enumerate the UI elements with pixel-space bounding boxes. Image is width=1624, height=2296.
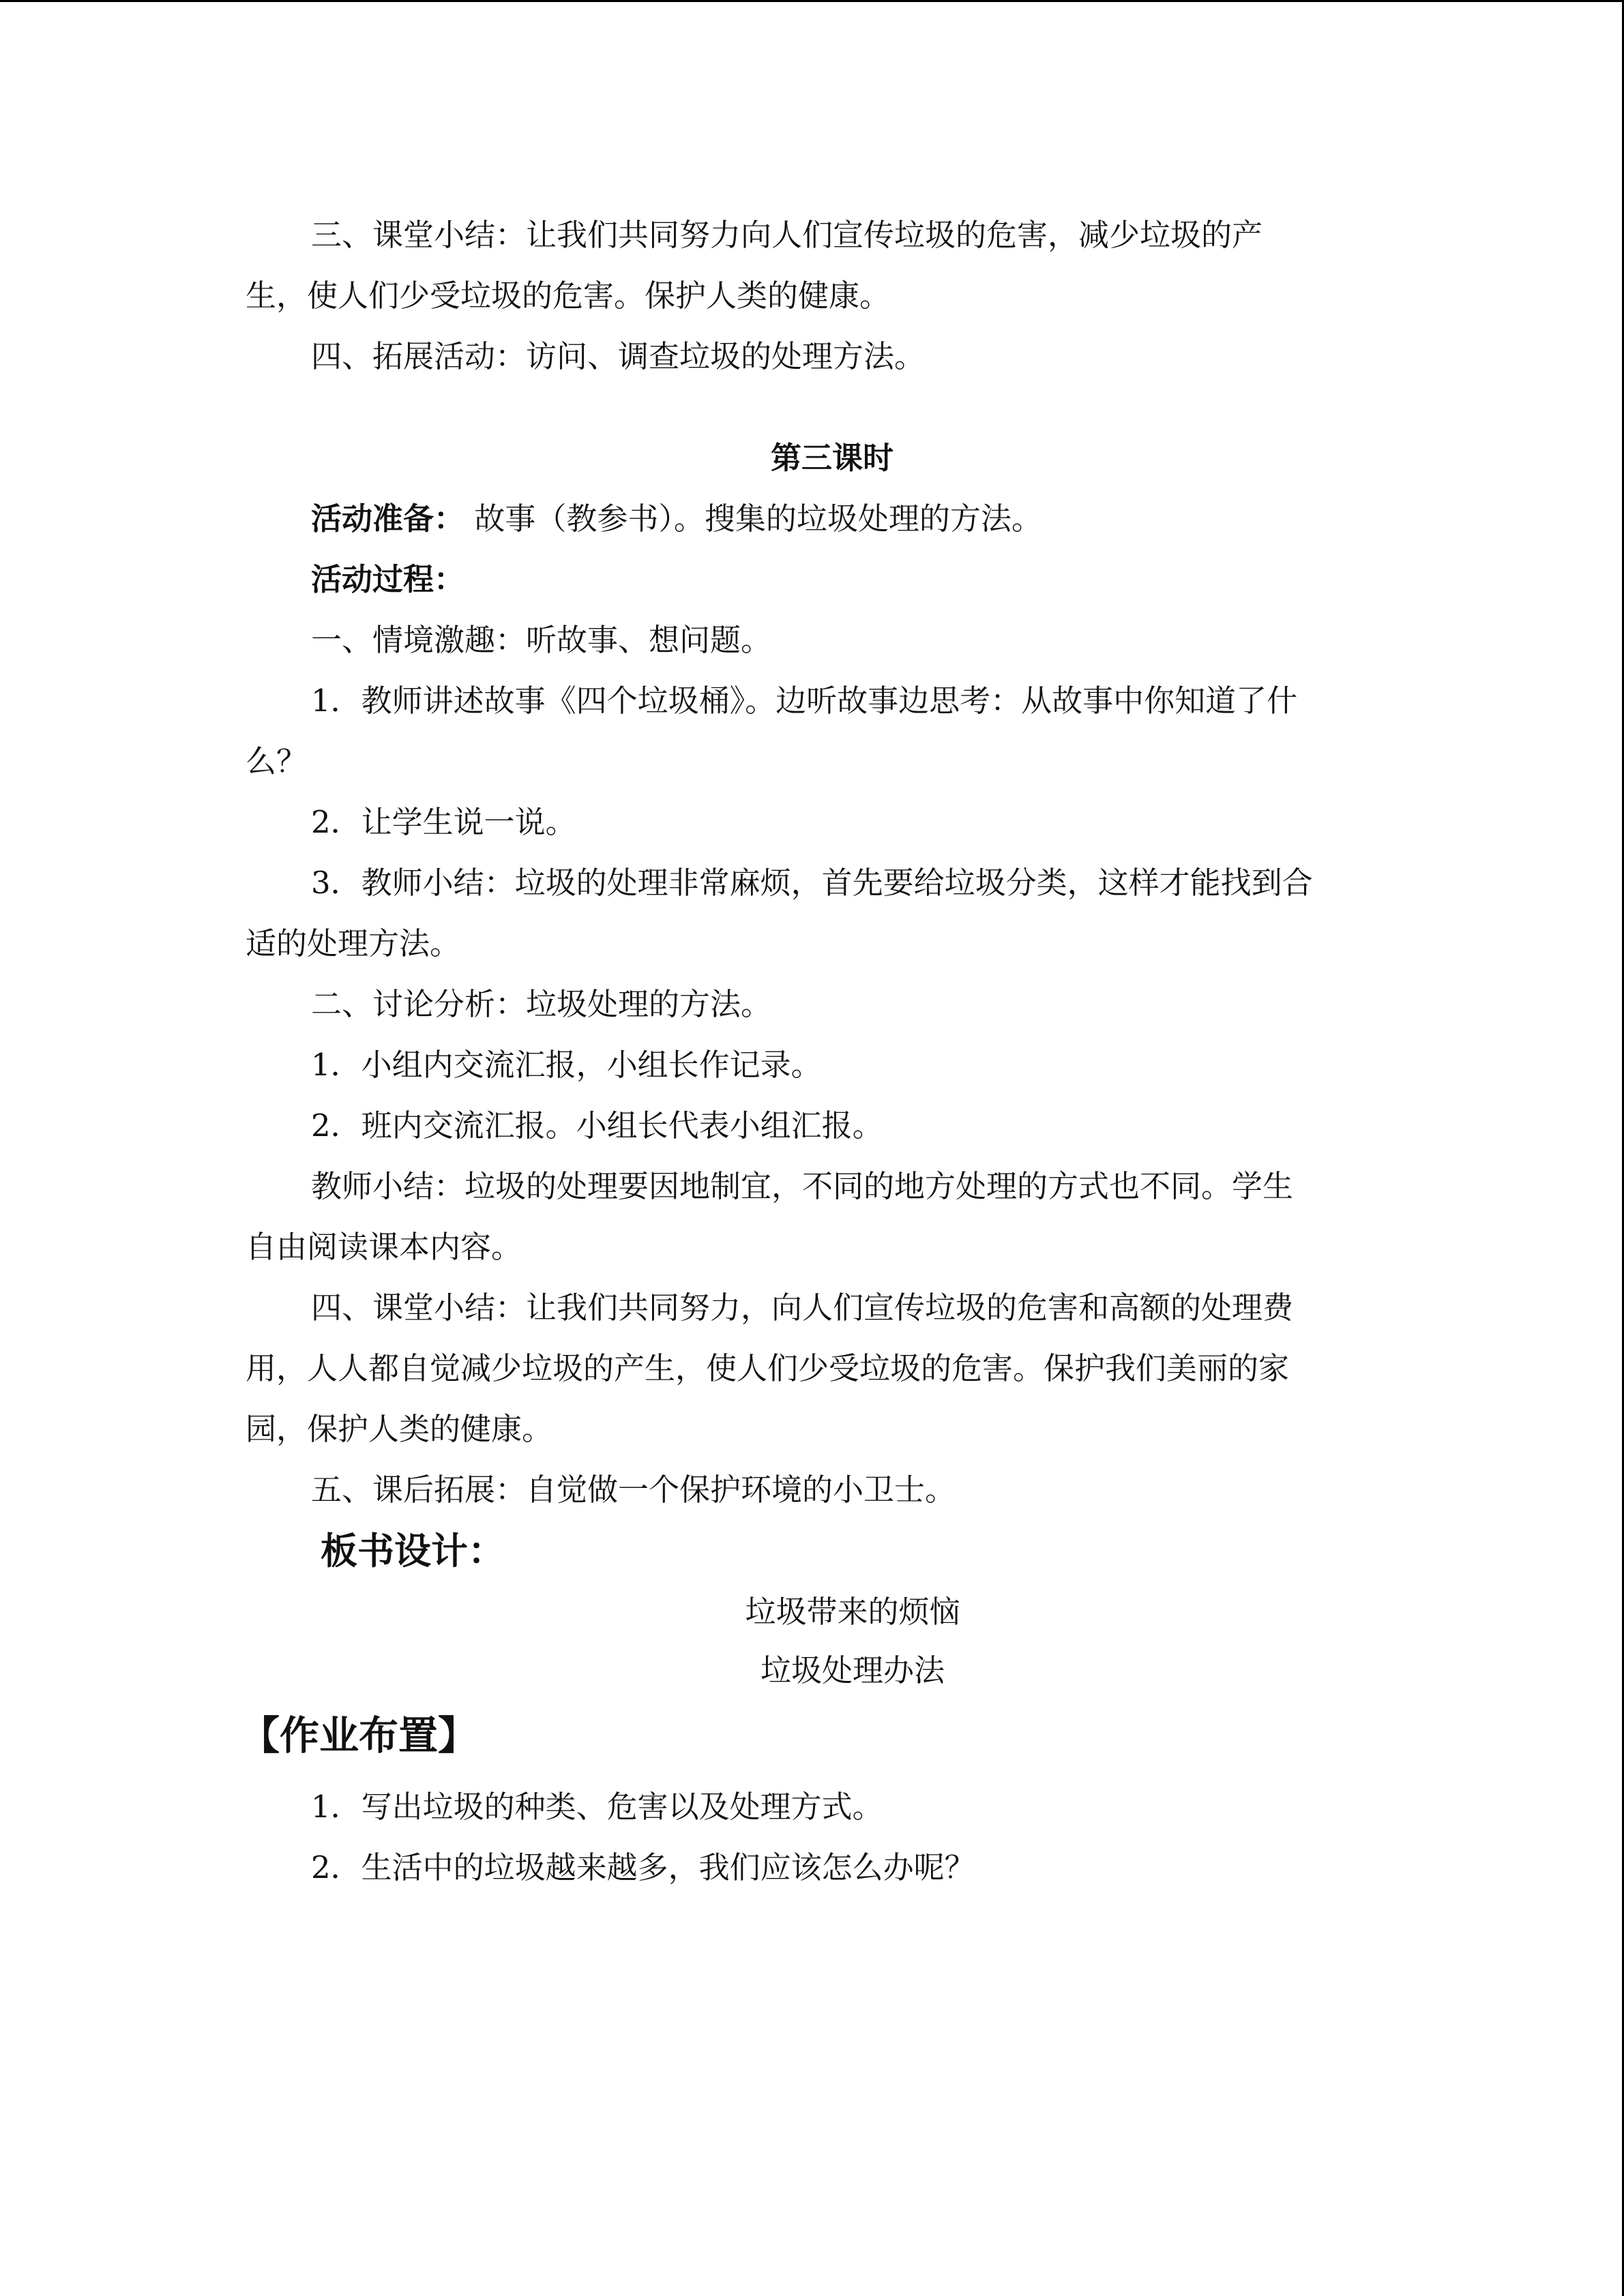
board-design-heading: 板书设计： xyxy=(321,1530,505,1572)
extension-4: 四、拓展活动：访问、调查垃圾的处理方法。 xyxy=(311,338,926,374)
part4-line1: 四、课堂小结：让我们共同努力，向人们宣传垃圾的危害和高额的处理费 xyxy=(311,1289,1294,1326)
teacher-summary-line1: 教师小结：垃圾的处理要因地制宜，不同的地方处理的方式也不同。学生 xyxy=(311,1168,1294,1204)
part1-heading: 一、情境激趣：听故事、想问题。 xyxy=(311,622,772,658)
homework-heading: 【作业布置】 xyxy=(240,1712,478,1759)
lesson-title: 第三课时 xyxy=(770,440,894,476)
summary-3-line2: 生，使人们少受垃圾的危害。保护人类的健康。 xyxy=(246,278,891,314)
activity-process-label: 活动过程： xyxy=(311,561,465,597)
document-body xyxy=(240,205,1378,1898)
activity-prep xyxy=(246,488,1378,549)
part1-item-1-line1: 1．教师讲述故事《四个垃圾桶》。边听故事边思考：从故事中你知道了什 xyxy=(311,683,1298,719)
part4-line3: 园，保护人类的健康。 xyxy=(246,1411,553,1447)
homework-item-2: 2．生活中的垃圾越来越多，我们应该怎么办呢？ xyxy=(311,1849,975,1885)
part1-item-1-line2: 么？ xyxy=(246,743,308,779)
board-design-line-1: 垃圾带来的烦恼 xyxy=(745,1594,960,1630)
section-gap xyxy=(246,387,1378,428)
board-design-line-2: 垃圾处理办法 xyxy=(760,1652,945,1688)
part1-item-2: 2．让学生说一说。 xyxy=(311,804,576,840)
part1-item-3-line1: 3．教师小结：垃圾的处理非常麻烦，首先要给垃圾分类，这样才能找到合 xyxy=(311,865,1313,901)
part1-item-3-line2: 适的处理方法。 xyxy=(246,925,461,961)
part4-line2: 用，人人都自觉减少垃圾的产生，使人们少受垃圾的危害。保护我们美丽的家 xyxy=(246,1350,1290,1386)
part2-heading: 二、讨论分析：垃圾处理的方法。 xyxy=(311,986,772,1022)
page-top-border xyxy=(0,0,1624,2)
homework-item-1: 1．写出垃圾的种类、危害以及处理方式。 xyxy=(311,1789,883,1825)
part2-item-2: 2．班内交流汇报。小组长代表小组汇报。 xyxy=(311,1107,883,1144)
summary-3-line1: 三、课堂小结：让我们共同努力向人们宣传垃圾的危害，减少垃圾的产 xyxy=(311,217,1263,253)
activity-prep-label: 活动准备： xyxy=(311,501,465,537)
activity-prep-text: 故事（教参书）。搜集的垃圾处理的方法。 xyxy=(464,501,1042,537)
teacher-summary-line2: 自由阅读课本内容。 xyxy=(246,1229,522,1265)
part2-item-1: 1．小组内交流汇报，小组长作记录。 xyxy=(311,1047,822,1083)
part5: 五、课后拓展：自觉做一个保护环境的小卫士。 xyxy=(311,1472,956,1508)
